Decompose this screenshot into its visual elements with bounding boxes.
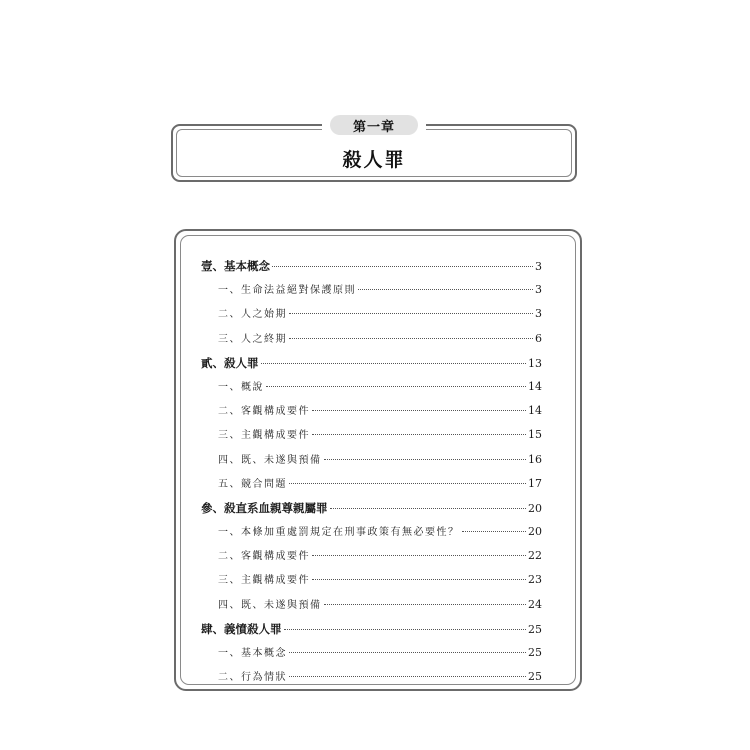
toc-dot-leader xyxy=(330,508,527,509)
toc-entry-label: 三、人之終期 xyxy=(218,333,287,345)
toc-dot-leader xyxy=(289,338,533,339)
toc-page-number: 13 xyxy=(528,356,542,370)
toc-page-number: 20 xyxy=(528,525,542,539)
toc-subsection-entry[interactable] xyxy=(201,595,542,619)
toc-entry-label: 二、客觀構成要件 xyxy=(218,406,310,418)
chapter-number-tab: 第一章 xyxy=(330,115,418,135)
toc-entry-label: 二、客觀構成要件 xyxy=(218,551,310,563)
toc-dot-leader xyxy=(261,363,527,364)
toc-entry-label: 一、生命法益絕對保護原則 xyxy=(218,285,356,297)
toc-subsection-entry[interactable] xyxy=(201,570,542,594)
toc-page-number: 25 xyxy=(528,622,542,636)
toc-dot-leader xyxy=(289,483,526,484)
toc-subsection-entry[interactable] xyxy=(201,546,542,570)
toc-entry-label: 一、本條加重處罰規定在刑事政策有無必要性？ xyxy=(218,527,460,539)
toc-section-entry[interactable] xyxy=(201,256,542,280)
toc-page-number: 25 xyxy=(528,646,542,659)
toc-subsection-entry[interactable] xyxy=(201,280,542,304)
toc-subsection-entry[interactable] xyxy=(201,450,542,474)
toc-subsection-entry[interactable] xyxy=(201,377,542,401)
toc-dot-leader xyxy=(289,652,526,653)
toc-subsection-entry[interactable] xyxy=(201,401,542,425)
chapter-title: 殺人罪 xyxy=(342,149,406,171)
toc-dot-leader xyxy=(324,604,527,605)
toc-page-number: 22 xyxy=(528,549,542,563)
toc-entry-label: 三、主觀構成要件 xyxy=(218,430,310,442)
toc-section-entry[interactable] xyxy=(201,498,542,522)
toc-entry-label: 二、行為情狀 xyxy=(218,672,287,684)
toc-subsection-entry[interactable] xyxy=(201,425,542,449)
toc-page-number: 15 xyxy=(528,428,542,442)
toc-subsection-entry[interactable] xyxy=(201,643,542,667)
toc-page-number: 20 xyxy=(528,501,542,515)
toc-subsection-entry[interactable] xyxy=(201,522,542,546)
toc-page-number: 14 xyxy=(528,379,542,393)
toc-page-number: 3 xyxy=(535,260,542,273)
toc-entry-label: 壹、基本概念 xyxy=(201,259,270,273)
toc-subsection-entry[interactable] xyxy=(201,667,542,691)
toc-dot-leader xyxy=(284,629,527,630)
toc-entry-label: 四、既、未遂與預備 xyxy=(218,599,322,611)
toc-dot-leader xyxy=(312,555,526,556)
toc-dot-leader xyxy=(266,386,526,387)
toc-page-number: 3 xyxy=(535,307,542,321)
toc-page-number: 14 xyxy=(528,404,542,418)
chapter-header xyxy=(171,119,577,182)
toc-entry-label: 肆、義憤殺人罪 xyxy=(201,621,282,636)
toc-dot-leader xyxy=(312,434,526,435)
toc-dot-leader xyxy=(272,266,533,267)
toc-section-entry[interactable] xyxy=(201,619,542,643)
toc-dot-leader xyxy=(462,531,527,532)
toc-page-number: 25 xyxy=(528,670,542,684)
toc-subsection-entry[interactable] xyxy=(201,329,542,353)
toc-dot-leader xyxy=(289,676,526,677)
toc-entry-label: 一、概說 xyxy=(218,381,264,393)
toc-entry-label: 二、人之始期 xyxy=(218,309,287,321)
toc-subsection-entry[interactable] xyxy=(201,474,542,498)
toc-entry-label: 一、基本概念 xyxy=(218,648,287,659)
toc-dot-leader xyxy=(358,289,533,290)
toc-entry-label: 四、既、未遂與預備 xyxy=(218,454,322,466)
toc-dot-leader xyxy=(289,313,533,314)
toc-entry-label: 貳、殺人罪 xyxy=(201,355,259,370)
table-of-contents xyxy=(201,256,542,691)
toc-page-number: 16 xyxy=(528,452,542,466)
toc-dot-leader xyxy=(312,579,526,580)
toc-page-number: 23 xyxy=(528,573,542,587)
toc-page-number: 3 xyxy=(535,283,542,297)
toc-dot-leader xyxy=(312,410,526,411)
toc-entry-label: 五、競合問題 xyxy=(218,478,287,490)
toc-page-number: 6 xyxy=(535,331,542,345)
toc-dot-leader xyxy=(324,459,527,460)
toc-page-number: 17 xyxy=(528,476,542,490)
toc-page-number: 24 xyxy=(528,597,542,611)
toc-entry-label: 參、殺直系血親尊親屬罪 xyxy=(201,500,328,515)
toc-entry-label: 三、主觀構成要件 xyxy=(218,575,310,587)
toc-section-entry[interactable] xyxy=(201,353,542,377)
toc-subsection-entry[interactable] xyxy=(201,304,542,328)
